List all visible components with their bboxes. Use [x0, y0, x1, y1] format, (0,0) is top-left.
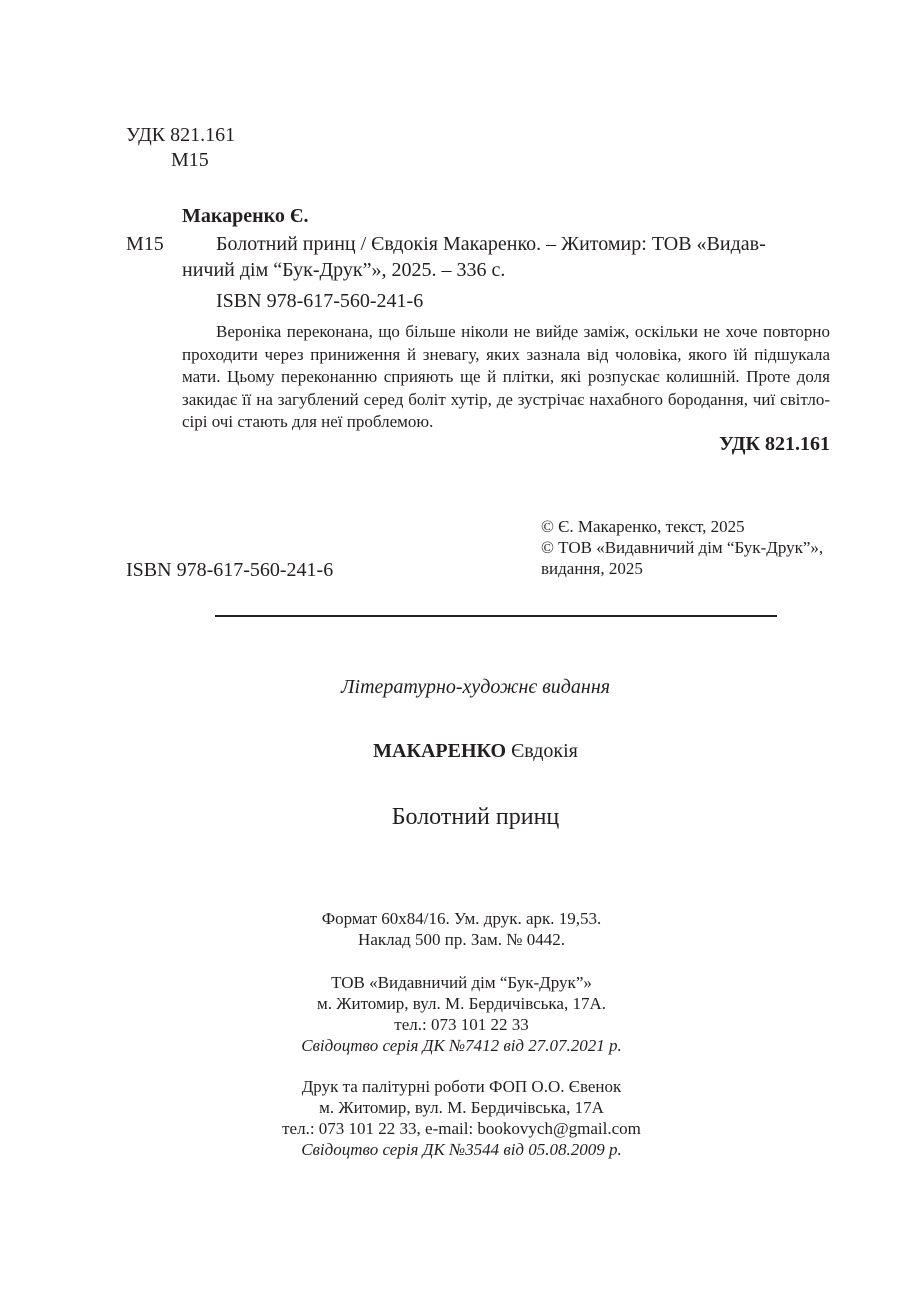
edition-type: Літературно-художнє видання — [340, 676, 611, 698]
copyright-line-1: © Є. Макаренко, текст, 2025 — [541, 517, 745, 536]
main-isbn: ISBN 978-617-560-241-6 — [126, 559, 334, 581]
udk-bold: УДК 821.161 — [719, 433, 830, 455]
copyright-line-3: видання, 2025 — [541, 559, 643, 578]
publisher-name: ТОВ «Видавничий дім “Бук-Друк”» — [331, 973, 592, 992]
publisher-phone: тел.: 073 101 22 33 — [394, 1015, 529, 1034]
publisher-address: м. Житомир, вул. М. Бердичівська, 17А. — [316, 994, 607, 1013]
description-line-1: Болотний принц / Євдокія Макаренко. – Житомир: ТОВ «Видав- — [216, 233, 766, 255]
print-specs-line-1: Формат 60х84/16. Ум. друк. арк. 19,53. — [321, 909, 602, 928]
description-line-2: ничий дім “Бук-Друк”», 2025. – 336 с. — [182, 259, 506, 281]
book-title: Болотний принц — [391, 804, 560, 830]
printer-block — [0, 1076, 923, 1160]
author-full-name — [0, 740, 923, 763]
print-specs-line-2: Наклад 500 пр. Зам. № 0442. — [358, 930, 565, 949]
author-surname: МАКАРЕНКО — [373, 740, 507, 762]
catalog-isbn: ISBN 978-617-560-241-6 — [216, 290, 424, 312]
publisher-certificate: Свідоцтво серія ДК №7412 від 27.07.2021 р. — [301, 1036, 622, 1055]
copyright-block — [541, 516, 823, 579]
author-code: М15 — [171, 149, 209, 171]
udk-classification: УДК 821.161 — [126, 124, 236, 146]
author-heading: Макаренко Є. — [182, 205, 309, 227]
print-specs — [0, 908, 923, 950]
printer-contact: тел.: 073 101 22 33, e-mail: bookovych@gmail.com — [282, 1119, 641, 1138]
horizontal-rule — [215, 615, 777, 617]
copyright-line-2: © ТОВ «Видавничий дім “Бук-Друк”», — [541, 538, 824, 557]
printer-address: м. Житомир, вул. М. Бердичівська, 17А — [319, 1098, 604, 1117]
author-code-margin: М15 — [126, 233, 164, 255]
author-given-name: Євдокія — [511, 740, 578, 762]
printer-certificate: Свідоцтво серія ДК №3544 від 05.08.2009 р. — [301, 1140, 622, 1159]
book-annotation: Вероніка переконана, що більше ніколи не вийде заміж, оскільки не хоче повторно проходити через приниження й зневагу, яких зазнала від чоловіка, якого їй підшукала мати. Цьому переконанню сприяють ще й плітки, які розпускає колишній. Проте доля закидає її на загублений серед боліт хутір, де зустрічає нахабного бородання, чиї світло-сірі очі стають для неї проблемою. — [182, 322, 830, 431]
publisher-block — [0, 972, 923, 1056]
printer-name: Друк та палітурні роботи ФОП О.О. Євенок — [301, 1077, 622, 1096]
